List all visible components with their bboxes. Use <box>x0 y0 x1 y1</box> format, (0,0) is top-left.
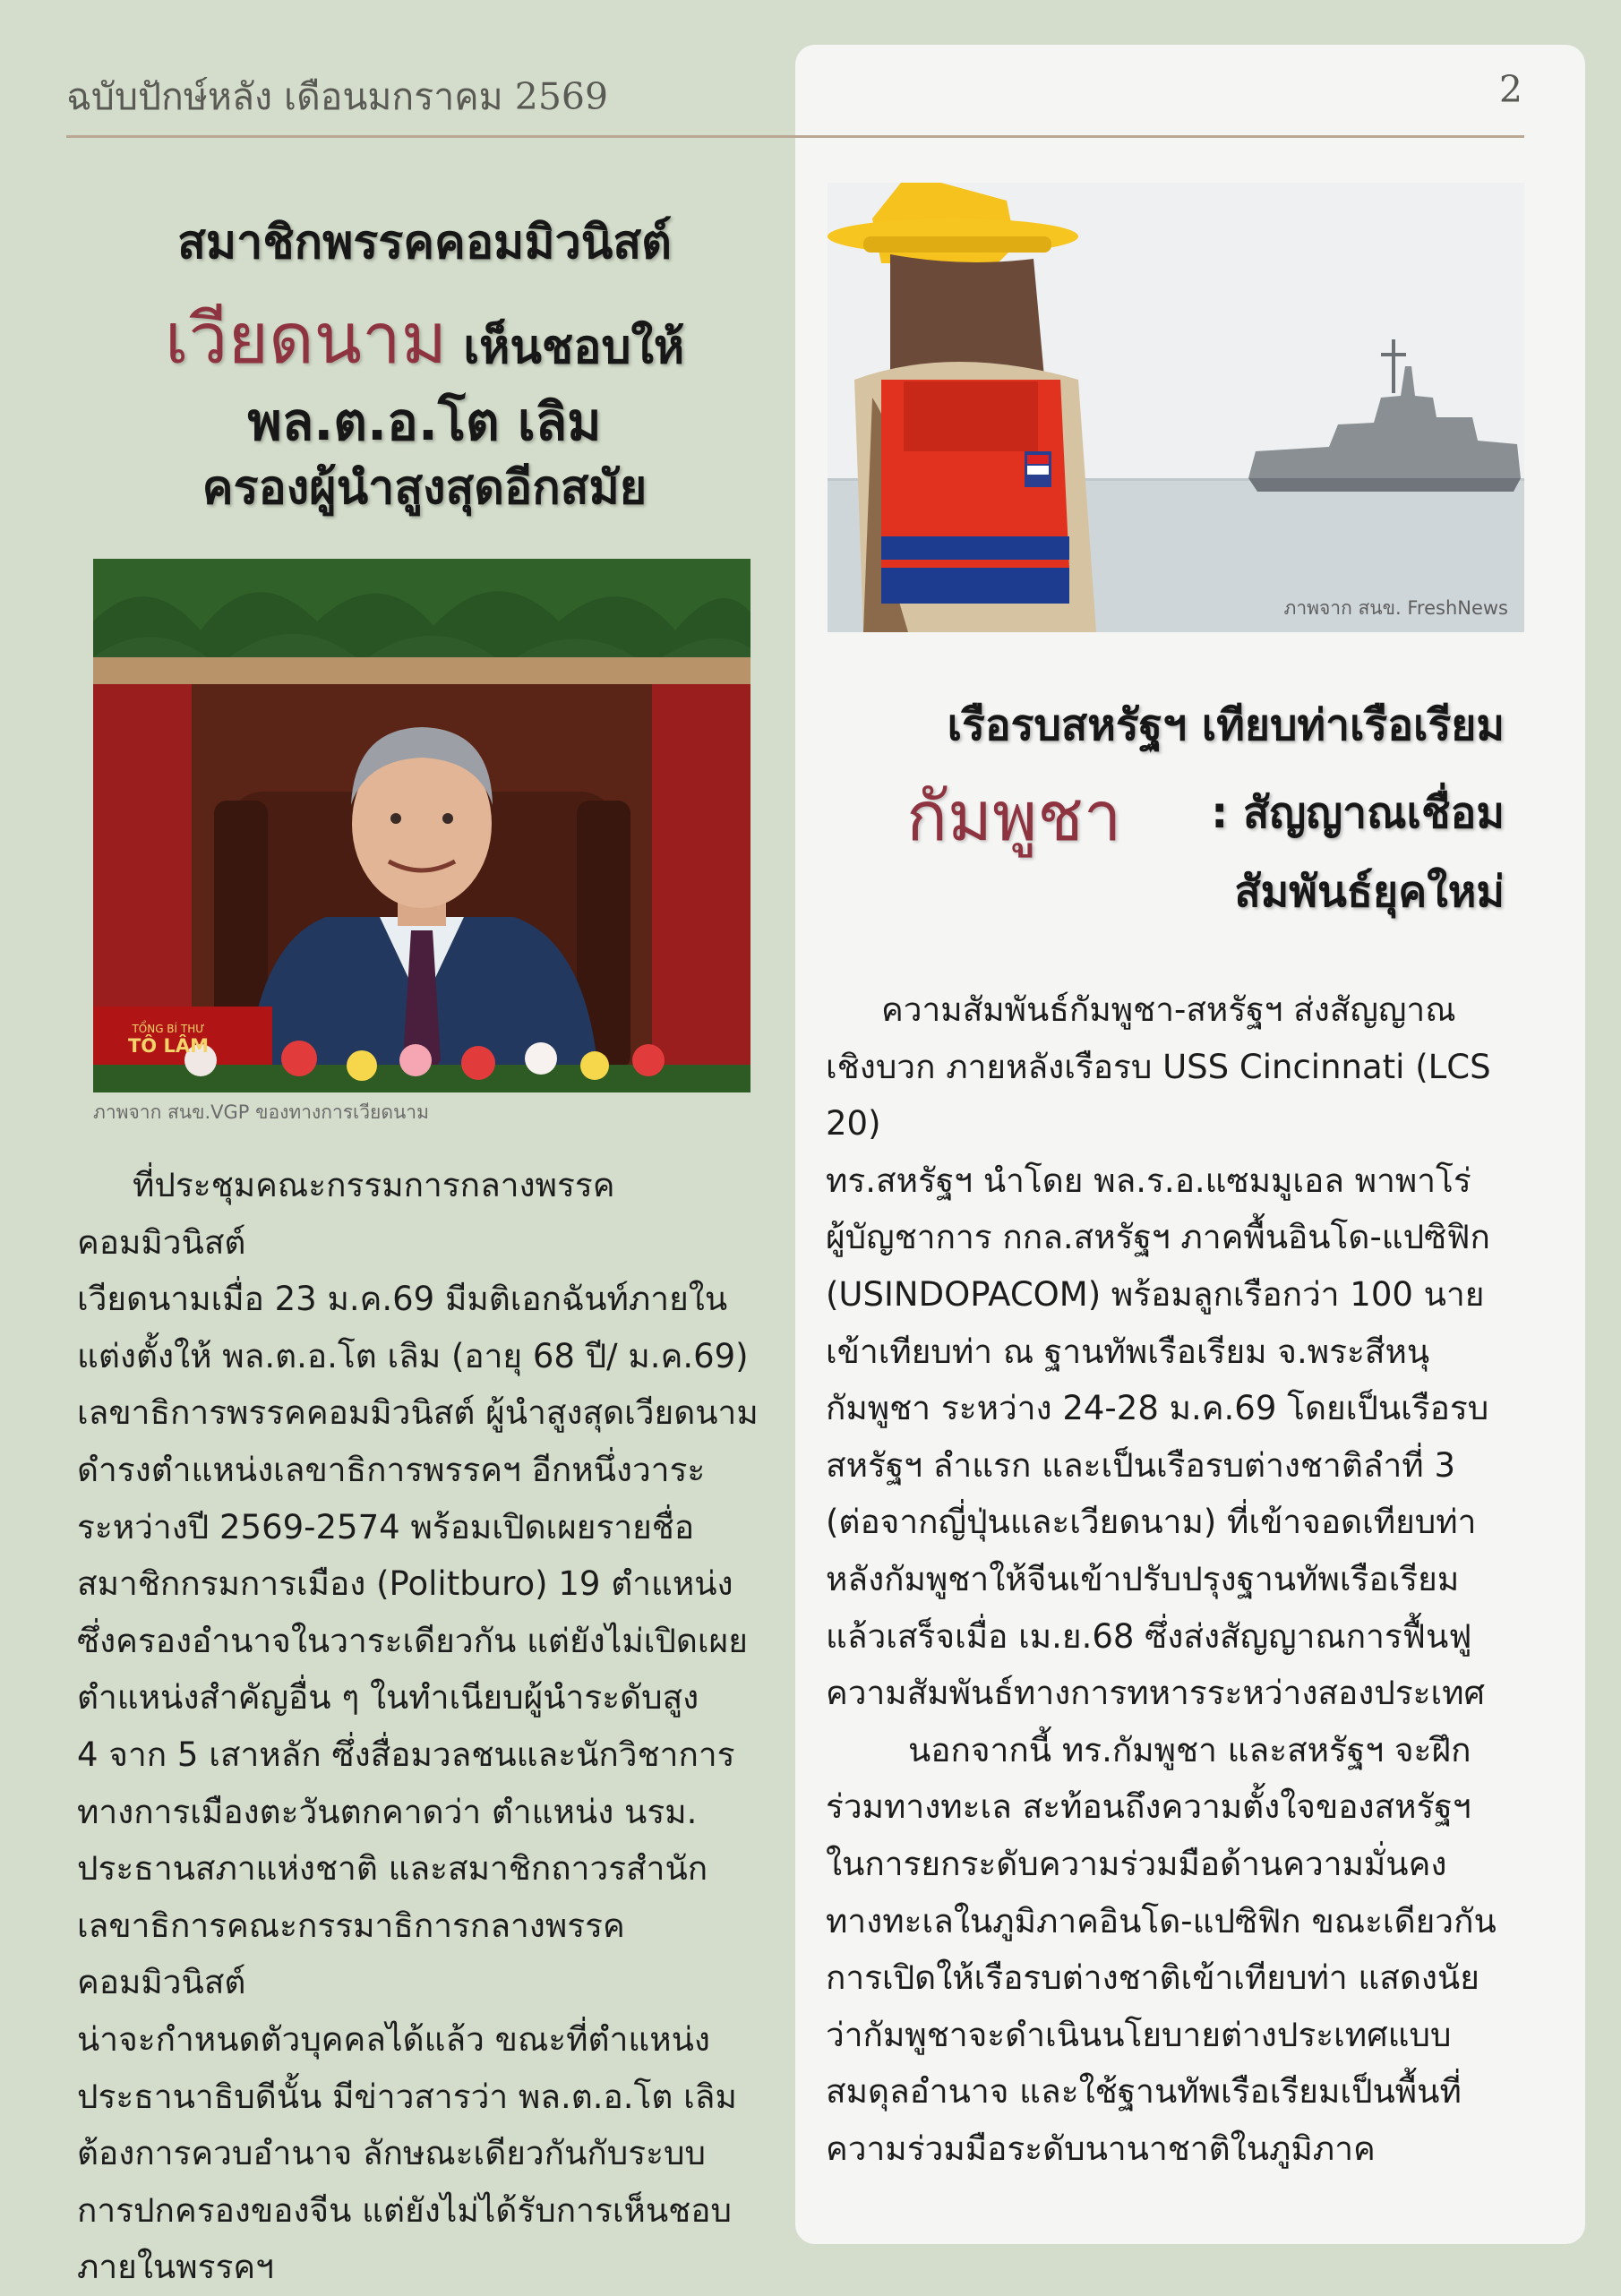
text-line: หลังกัมพูชาให้จีนเข้าปรับปรุงฐานทัพเรือเรียม <box>826 1559 1460 1598</box>
right-article-body <box>826 981 1533 2177</box>
text-line: กัมพูชา ระหว่าง 24-28 ม.ค.69 โดยเป็นเรือรบ <box>826 1389 1489 1428</box>
text-line: สมาชิกกรมการเมือง (Politburo) 19 ตำแหน่ง <box>77 1564 733 1604</box>
text-line: แต่งตั้งให้ พล.ต.อ.โต เลิม (อายุ 68 ปี/ ม.ค.69) <box>77 1336 749 1375</box>
photo-nameplate <box>97 1007 240 1057</box>
text-line: นอกจากนี้ ทร.กัมพูชา และสหรัฐฯ จะฝึก <box>908 1730 1471 1769</box>
text-line: สหรัฐฯ ลำแรก และเป็นเรือรบต่างชาติลำที่ 3 <box>826 1445 1455 1485</box>
text-line: (USINDOPACOM) พร้อมลูกเรือกว่า 100 นาย <box>826 1274 1485 1314</box>
text-line: ตำแหน่งสำคัญอื่น ๆ ในทำเนียบผู้นำระดับสูง <box>77 1678 699 1718</box>
text-line: ทางทะเลในภูมิภาคอินโด-แปซิฟิก ขณะเดียวกัน <box>826 1901 1497 1940</box>
left-headline-line3: พล.ต.อ.โต เลิม <box>247 391 602 452</box>
text-line: ผู้บัญชาการ กกล.สหรัฐฯ ภาคพื้นอินโด-แปซิฟิก <box>826 1218 1490 1257</box>
text-line: ซึ่งครองอำนาจในวาระเดียวกัน แต่ยังไม่เปิดเผย <box>77 1621 748 1660</box>
text-line: ภายในพรรคฯ <box>77 2248 274 2287</box>
text-line: เวียดนามเมื่อ 23 ม.ค.69 มีมติเอกฉันท์ภายใน <box>77 1280 728 1319</box>
text-line: 4 จาก 5 เสาหลัก ซึ่งสื่อมวลชนและนักวิชาการ <box>77 1735 735 1774</box>
text-line: ทางการเมืองตะวันตกคาดว่า ตำแหน่ง นรม. <box>77 1792 698 1831</box>
text-line: ในการยกระดับความร่วมมือด้านความมั่นคง <box>826 1844 1447 1883</box>
left-headline-line1: สมาชิกพรรคคอมมิวนิสต์ <box>177 216 672 270</box>
right-headline-line2-rest: : สัญญาณเชื่อม <box>1211 788 1505 838</box>
text-line: แล้วเสร็จเมื่อ เม.ย.68 ซึ่งส่งสัญญาณการฟื้นฟู <box>826 1616 1472 1656</box>
text-line: การเปิดให้เรือรบต่างชาติเข้าเทียบท่า แสดงนัย <box>826 1958 1479 1998</box>
left-headline-line2 <box>84 283 765 394</box>
text-line: ความร่วมมือระดับนานาชาติในภูมิภาค <box>826 2129 1376 2168</box>
text-line: น่าจะกำหนดตัวบุคคลได้แล้ว ขณะที่ตำแหน่ง <box>77 2019 710 2059</box>
text-line: ร่วมทางทะเล สะท้อนถึงความตั้งใจของสหรัฐฯ <box>826 1787 1471 1827</box>
text-line: ความสัมพันธ์กัมพูชา-สหรัฐฯ ส่งสัญญาณ <box>881 990 1456 1029</box>
left-headline-line4: ครองผู้นำสูงสุดอีกสมัย <box>202 461 648 515</box>
right-headline-line1: เรือรบสหรัฐฯ เทียบท่าเรือเรียม <box>947 700 1505 750</box>
left-headline-line2-rest: เห็นชอบให้ <box>463 321 685 374</box>
text-line: ประธานสภาแห่งชาติ และสมาชิกถาวรสำนัก <box>77 1849 708 1889</box>
header-divider <box>66 135 1524 138</box>
text-line: ประธานาธิบดีนั้น มีข่าวสารว่า พล.ต.อ.โต เลิม <box>77 2077 737 2116</box>
left-photo <box>93 559 750 1092</box>
right-photo-caption: ภาพจาก สนข. FreshNews <box>1283 597 1508 619</box>
text-line: เข้าเทียบท่า ณ ฐานทัพเรือเรียม จ.พระสีหนุ <box>826 1332 1430 1371</box>
right-headline-accent: กัมพูชา <box>906 776 1122 856</box>
text-line: เลขาธิการพรรคคอมมิวนิสต์ ผู้นำสูงสุดเวียดนาม <box>77 1393 759 1433</box>
nameplate-title: TỔNG BÍ THƯ <box>132 1023 205 1035</box>
text-line: สมดุลอำนาจ และใช้ฐานทัพเรือเรียมเป็นพื้นที่ <box>826 2072 1462 2112</box>
text-line: การปกครองของจีน แต่ยังไม่ได้รับการเห็นชอบ <box>77 2190 732 2230</box>
left-article-body <box>77 1157 776 2296</box>
text-line: (ต่อจากญี่ปุ่นและเวียดนาม) ที่เข้าจอดเทียบท่า <box>826 1503 1477 1542</box>
text-line: ระหว่างปี 2569-2574 พร้อมเปิดเผยรายชื่อ <box>77 1507 695 1546</box>
issue-header: ฉบับปักษ์หลัง เดือนมกราคม 2569 <box>66 75 609 118</box>
text-line: ดำรงตำแหน่งเลขาธิการพรรคฯ อีกหนึ่งวาระ <box>77 1450 706 1489</box>
warship-illustration <box>828 183 1524 632</box>
text-line: ที่ประชุมคณะกรรมการกลางพรรคคอมมิวนิสต์ <box>77 1166 615 1262</box>
text-line: ต้องการควบอำนาจ ลักษณะเดียวกันกับระบบ <box>77 2134 706 2173</box>
text-line: ความสัมพันธ์ทางการทหารระหว่างสองประเทศ <box>826 1674 1486 1713</box>
nameplate-name: TÔ LÂM <box>127 1035 210 1057</box>
text-line: เลขาธิการคณะกรรมาธิการกลางพรรคคอมมิวนิสต์ <box>77 1906 625 2002</box>
text-line: เชิงบวก ภายหลังเรือรบ USS Cincinnati (LCS 20) <box>826 1047 1491 1144</box>
text-line: ทร.สหรัฐฯ นำโดย พล.ร.อ.แซมมูเอล พาพาโร่ <box>826 1161 1471 1200</box>
text-line: ว่ากัมพูชาจะดำเนินนโยบายต่างประเทศแบบ <box>826 2015 1452 2054</box>
right-photo <box>828 183 1524 632</box>
left-headline-accent: เวียดนาม <box>164 299 448 380</box>
left-photo-caption: ภาพจาก สนข.VGP ของทางการเวียดนาม <box>93 1101 429 1123</box>
right-headline-line3: สัมพันธ์ยุคใหม่ <box>1234 867 1505 917</box>
page-number: 2 <box>1498 68 1522 111</box>
